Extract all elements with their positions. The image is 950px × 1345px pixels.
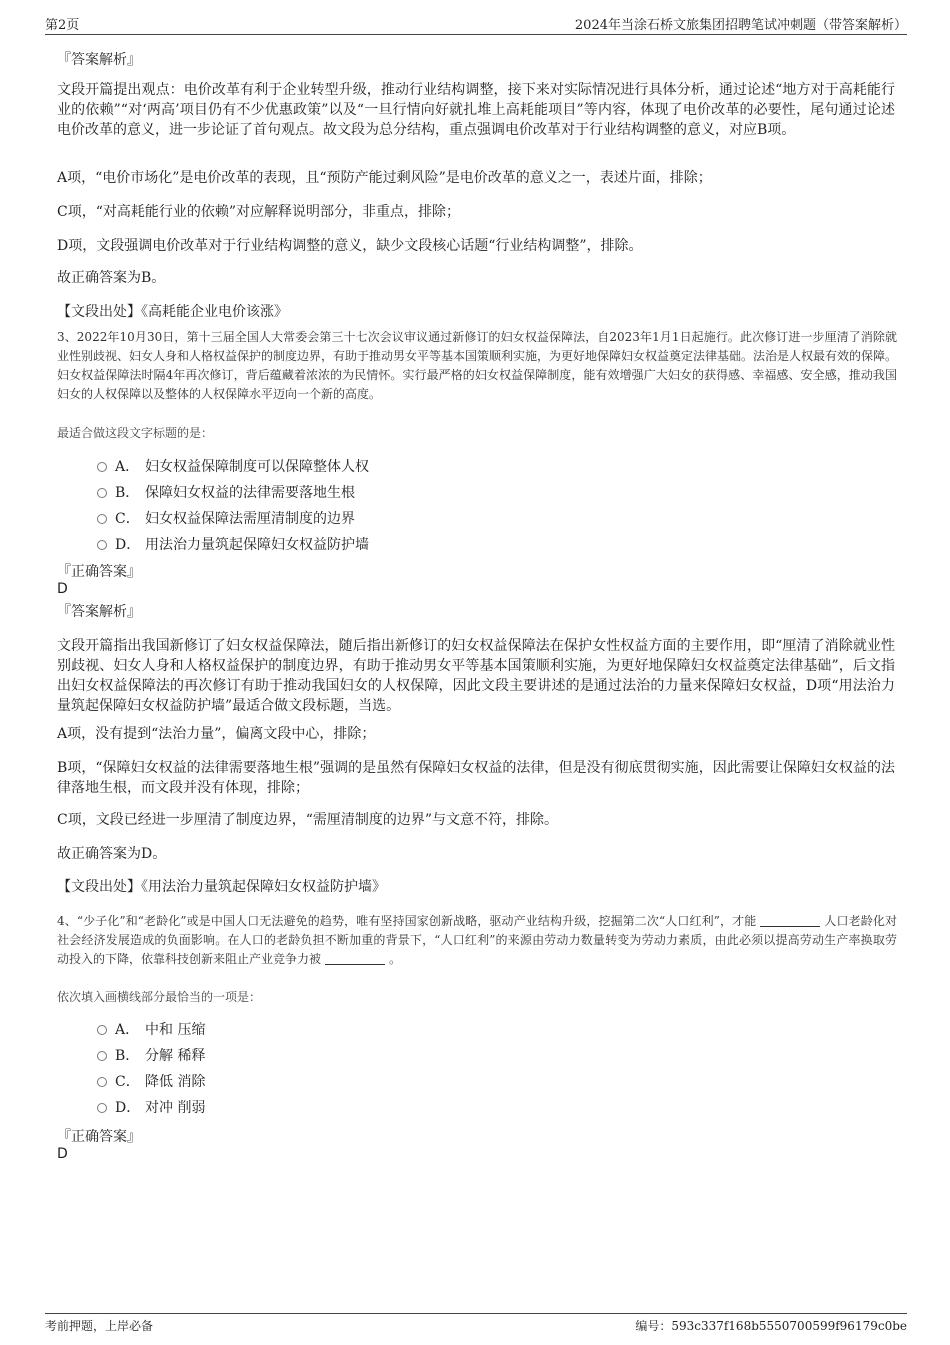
radio-button-icon[interactable] — [97, 1025, 107, 1035]
q4-answer-label: 『正确答案』 — [57, 1129, 141, 1145]
radio-button-icon[interactable] — [97, 540, 107, 550]
q4-option-b[interactable] — [97, 1046, 205, 1066]
radio-button-icon[interactable] — [97, 514, 107, 524]
option-letter: D． — [115, 1100, 141, 1116]
radio-button-icon[interactable] — [97, 488, 107, 498]
q3-source: 【文段出处】《用法治力量筑起保障妇女权益防护墙》 — [57, 879, 386, 895]
q2-note-a: A项，“电价市场化”是电价改革的表现，且“预防产能过剩风险”是电价改革的意义之一，表述片面，排除； — [57, 170, 712, 186]
q4-option-a[interactable] — [97, 1020, 205, 1040]
q3-conclusion: 故正确答案为D。 — [57, 846, 167, 862]
option-text: 用法治力量筑起保障妇女权益防护墙 — [145, 537, 369, 553]
fill-blank-1 — [760, 926, 820, 927]
option-letter: B． — [115, 1048, 140, 1064]
q2-source: 【文段出处】《高耗能企业电价该涨》 — [57, 304, 288, 320]
option-text: 降低 消除 — [145, 1074, 206, 1090]
option-letter: C． — [115, 1074, 140, 1090]
page-number: 第2页 — [45, 18, 80, 33]
q3-option-a[interactable] — [97, 457, 369, 477]
page-header — [45, 14, 907, 35]
option-text: 妇女权益保障制度可以保障整体人权 — [145, 459, 369, 475]
option-letter: C． — [115, 511, 140, 527]
option-letter: B． — [115, 485, 140, 501]
q3-analysis-paragraph: 文段开篇指出我国新修订了妇女权益保障法，随后指出新修订的妇女权益保障法在保护女性权益方面的主要作用，即“厘清了消除就业性别歧视、妇女人身和人格权益保护的制度边界，有助于推动男女平等基本国策顺利实施，为更好地保障妇女权益奠定法律基础”，后文指出妇女权益保障法的再次修订有助于推动我国妇女的人权保障，因此文段主要讲述的是通过法治的力量来保障妇女权益，D项“用法治力量筑起保障妇女权益防护墙”最适合做文段标题，当选。 — [57, 638, 895, 714]
option-letter: A． — [115, 1022, 140, 1038]
q3-option-c[interactable] — [97, 509, 355, 529]
footer-slogan: 考前押题，上岸必备 — [45, 1319, 154, 1333]
q4-option-c[interactable] — [97, 1072, 205, 1092]
option-text: 中和 压缩 — [145, 1022, 206, 1038]
q3-answer: D — [57, 581, 68, 597]
q3-note-b: B项，“保障妇女权益的法律需要落地生根”强调的是虽然有保障妇女权益的法律，但是没有彻底贯彻实施，因此需要让保障妇女权益的法律落地生根，而文段并没有体现，排除； — [57, 760, 895, 796]
q3-option-d[interactable] — [97, 535, 369, 555]
option-letter: D． — [115, 537, 141, 553]
q2-conclusion: 故正确答案为B。 — [57, 270, 166, 286]
option-text: 分解 稀释 — [145, 1048, 206, 1064]
q3-option-b[interactable] — [97, 483, 355, 503]
q2-analysis-paragraph: 文段开篇提出观点：电价改革有利于企业转型升级，推动行业结构调整，接下来对实际情况进行具体分析，通过论述“地方对于高耗能行业的依赖”“对‘两高’项目仍有不少优惠政策”以及“一旦行情向好就扎堆上高耗能项目”等内容，体现了电价改革的必要性，尾句通过论述电价改革的意义，进一步论证了首句观点。故文段为总分结构，重点强调电价改革对于行业结构调整的意义，对应B项。 — [57, 82, 895, 138]
q4-stem — [57, 912, 897, 969]
q4-prompt: 依次填入画横线部分最恰当的一项是： — [57, 990, 262, 1004]
q3-analysis-label: 『答案解析』 — [57, 604, 141, 620]
option-letter: A． — [115, 459, 140, 475]
radio-button-icon[interactable] — [97, 1077, 107, 1087]
option-text: 保障妇女权益的法律需要落地生根 — [145, 485, 355, 501]
q2-note-d: D项，文段强调电价改革对于行业结构调整的意义，缺少文段核心话题“行业结构调整”，排除。 — [57, 238, 643, 254]
q3-note-c: C项，文段已经进一步厘清了制度边界，“需厘清制度的边界”与文意不符，排除。 — [57, 812, 559, 828]
q3-stem: 3、2022年10月30日，第十三届全国人大常委会第三十七次会议审议通过新修订的妇女权益保障法，自2023年1月1日起施行。此次修订进一步厘清了消除就业性别歧视、妇女人身和人格权益保护的制度边界，有助于推动男女平等基本国策顺利实施，为更好地保障妇女权益奠定法律基础。法治是人权最有效的保障。妇女权益保障法时隔4年再次修订，背后蕴藏着浓浓的为民情怀。实行最严格的妇女权益保障制度，能有效增强广大妇女的获得感、幸福感、安全感，推动我国妇女的人权保障以及整体的人权保障水平迈向一个新的高度。 — [57, 330, 898, 401]
option-text: 妇女权益保障法需厘清制度的边界 — [145, 511, 355, 527]
q3-note-a: A项，没有提到“法治力量”，偏离文段中心，排除； — [57, 726, 376, 742]
radio-button-icon[interactable] — [97, 462, 107, 472]
radio-button-icon[interactable] — [97, 1051, 107, 1061]
q3-prompt: 最适合做这段文字标题的是： — [57, 426, 214, 440]
document-id: 编号：593c337f168b5550700599f96179c0be — [635, 1319, 907, 1333]
q2-analysis-label: 『答案解析』 — [57, 52, 141, 68]
page-footer — [45, 1313, 907, 1334]
option-text: 对冲 削弱 — [145, 1100, 206, 1116]
q4-stem-end: 。 — [389, 952, 402, 966]
q4-option-d[interactable] — [97, 1098, 205, 1118]
q4-stem-part2: 人口老龄化对社会经济发展造成的负面影响。在人口的老龄负担不断加重的背景下，“人口红利”的来源由劳动力数量转变为劳动力素质，由此必须以提高劳动生产率换取劳动投入的下降，依靠科技创新来阻止产业竞争力被 — [57, 914, 897, 966]
radio-button-icon[interactable] — [97, 1103, 107, 1113]
document-title: 2024年当涂石桥文旅集团招聘笔试冲刺题（带答案解析） — [574, 18, 907, 33]
q4-stem-part1: 4、“少子化”和“老龄化”或是中国人口无法避免的趋势，唯有坚持国家创新战略，驱动产业结构升级，挖掘第二次“人口红利”，才能 — [57, 914, 757, 928]
fill-blank-2 — [325, 964, 385, 965]
q4-answer: D — [57, 1146, 68, 1162]
q2-note-c: C项，“对高耗能行业的依赖”对应解释说明部分，非重点，排除； — [57, 204, 461, 220]
q3-answer-label: 『正确答案』 — [57, 564, 141, 580]
